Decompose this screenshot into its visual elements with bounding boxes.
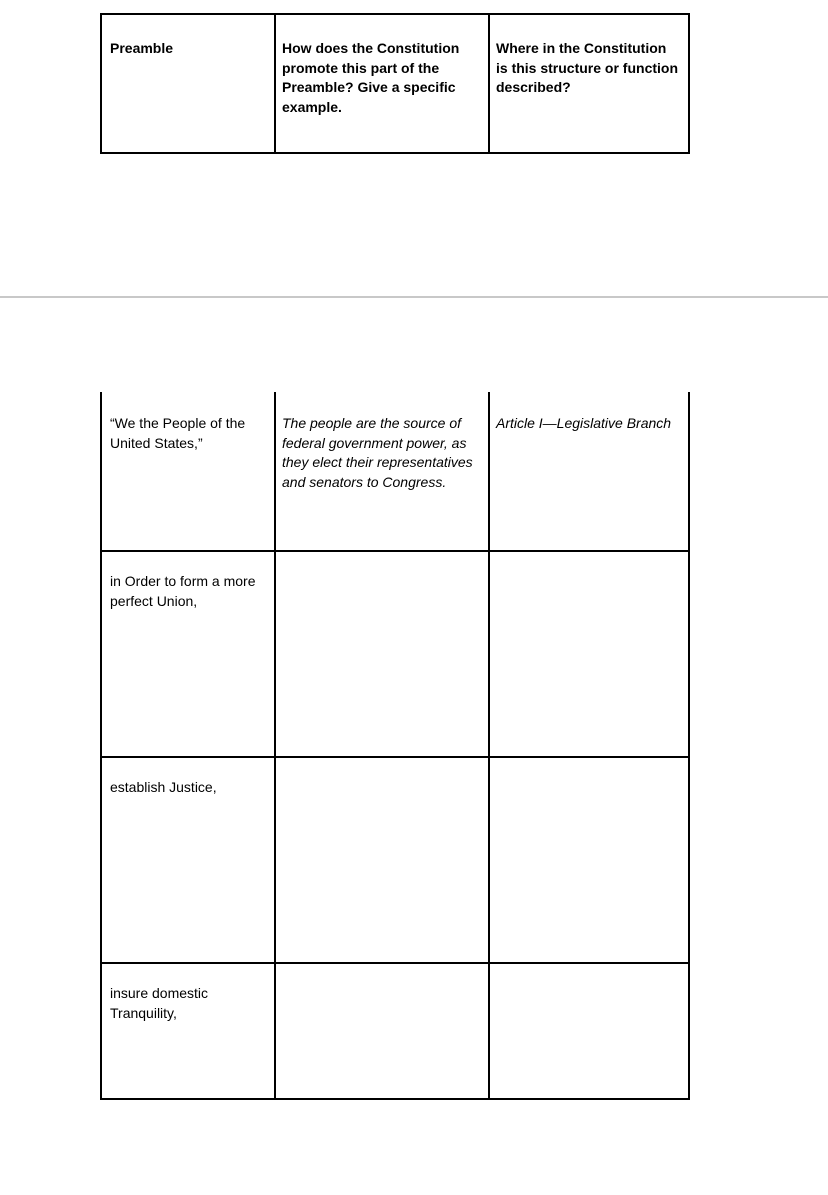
header-where-label: Where in the Constitution is this structure or function described?	[496, 40, 679, 95]
preamble-text: in Order to form a more perfect Union,	[110, 573, 256, 609]
how-text	[276, 552, 488, 572]
header-preamble-label: Preamble	[110, 40, 174, 56]
where-cell[interactable]	[489, 757, 689, 963]
header-table	[100, 13, 690, 154]
preamble-text: “We the People of the United States,”	[110, 415, 246, 451]
how-cell[interactable]	[275, 392, 489, 551]
how-text: The people are the source of federal government power, as they elect their representatives and senators to Congress.	[282, 415, 473, 490]
preamble-text: insure domestic Tranquility,	[110, 985, 209, 1021]
body-table	[100, 392, 690, 1100]
where-text	[490, 552, 688, 572]
how-text	[276, 964, 488, 984]
preamble-cell	[101, 551, 275, 757]
header-how-label: How does the Constitution promote this part of the Preamble? Give a specific example.	[282, 40, 460, 115]
how-cell[interactable]	[275, 963, 489, 1099]
where-cell[interactable]	[489, 392, 689, 551]
table-row	[101, 757, 689, 963]
where-text	[490, 964, 688, 984]
preamble-cell	[101, 757, 275, 963]
where-cell[interactable]	[489, 963, 689, 1099]
how-cell[interactable]	[275, 757, 489, 963]
header-row	[101, 14, 689, 153]
header-cell-how	[275, 14, 489, 153]
header-cell-where	[489, 14, 689, 153]
where-text: Article I—Legislative Branch	[496, 415, 672, 431]
header-cell-preamble	[101, 14, 275, 153]
table-row	[101, 963, 689, 1099]
preamble-text: establish Justice,	[110, 779, 217, 795]
page-divider	[0, 296, 828, 298]
preamble-cell	[101, 963, 275, 1099]
preamble-cell	[101, 392, 275, 551]
where-cell[interactable]	[489, 551, 689, 757]
how-cell[interactable]	[275, 551, 489, 757]
table-row	[101, 392, 689, 551]
table-row	[101, 551, 689, 757]
where-text	[490, 758, 688, 778]
how-text	[276, 758, 488, 778]
